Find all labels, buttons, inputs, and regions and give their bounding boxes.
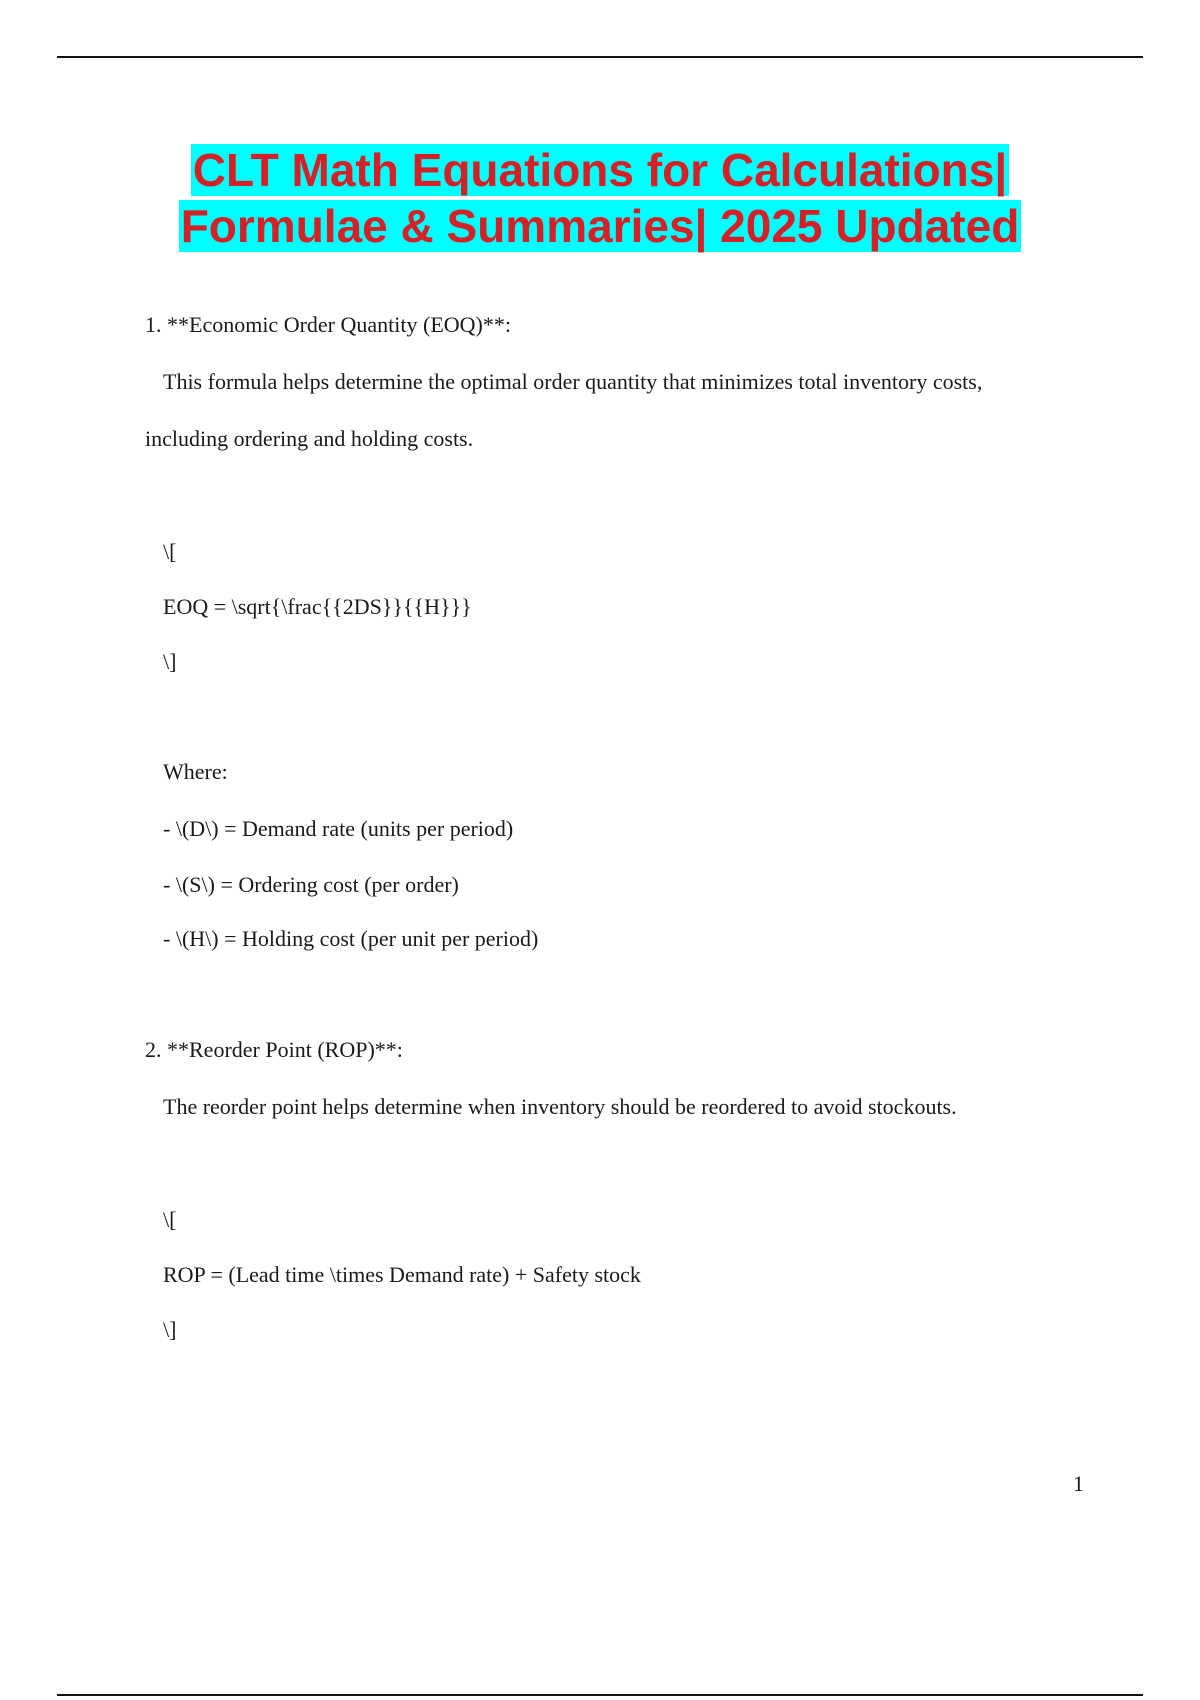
document-title — [0, 142, 1200, 254]
section-2-formula: ROP = (Lead time \times Demand rate) + Safety stock — [163, 1262, 641, 1287]
title-line-1: CLT Math Equations for Calculations| — [192, 144, 1008, 196]
section-1-formula: EOQ = \sqrt{\frac{{2DS}}{{H}}} — [163, 594, 472, 619]
section-1-description-cont: including ordering and holding costs. — [145, 426, 474, 451]
title-line-2: Formulae & Summaries| 2025 Updated — [180, 200, 1020, 252]
section-1-description: This formula helps determine the optimal order quantity that minimizes total inventory costs, — [163, 369, 983, 394]
section-1-formula-open: \[ — [163, 539, 177, 564]
section-2-heading: 2. **Reorder Point (ROP)**: — [145, 1037, 403, 1062]
page-number: 1 — [1073, 1471, 1084, 1496]
section-2-description: The reorder point helps determine when inventory should be reordered to avoid stockouts. — [163, 1094, 957, 1119]
section-2-formula-close: \] — [163, 1317, 177, 1342]
variable-s-definition: - \(S\) = Ordering cost (per order) — [163, 872, 459, 897]
section-1-formula-close: \] — [163, 649, 177, 674]
section-1-where-label: Where: — [163, 759, 228, 784]
variable-h-definition: - \(H\) = Holding cost (per unit per period) — [163, 926, 539, 951]
bottom-rule — [57, 1694, 1143, 1696]
variable-d-definition: - \(D\) = Demand rate (units per period) — [163, 816, 514, 841]
section-1-heading: 1. **Economic Order Quantity (EOQ)**: — [145, 312, 511, 337]
section-2-formula-open: \[ — [163, 1207, 177, 1232]
top-rule — [57, 56, 1143, 58]
